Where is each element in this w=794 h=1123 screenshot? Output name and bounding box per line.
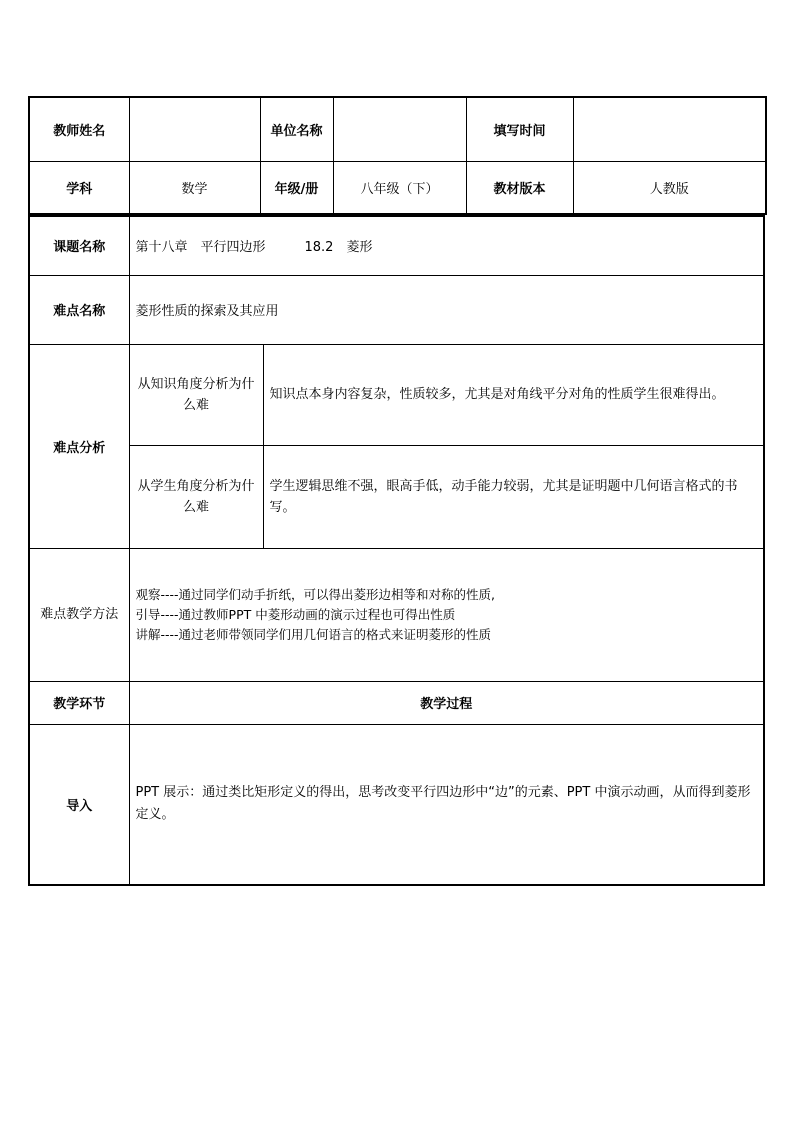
student-angle-value: 学生逻辑思维不强，眼高手低，动手能力较弱，尤其是证明题中几何语言格式的书写。 [263, 445, 764, 548]
header-table [28, 96, 767, 215]
method-content [129, 548, 764, 681]
process-header: 教学过程 [129, 681, 764, 724]
intro-label: 导入 [29, 724, 129, 885]
subject-label: 学科 [29, 161, 129, 214]
intro-content: PPT 展示：通过类比矩形定义的得出，思考改变平行四边形中“边”的元素、PPT 中演示动画，从而得到菱形定义。 [129, 724, 764, 885]
grade-value: 八年级（下） [333, 161, 466, 214]
analysis-knowledge-row [29, 344, 764, 445]
unit-name-label: 单位名称 [260, 97, 333, 161]
analysis-student-row [29, 445, 764, 548]
knowledge-angle-label: 从知识角度分析为什么难 [129, 344, 263, 445]
header-row-2 [29, 161, 766, 214]
student-angle-label: 从学生角度分析为什么难 [129, 445, 263, 548]
edition-label: 教材版本 [466, 161, 573, 214]
method-label: 难点教学方法 [29, 548, 129, 681]
method-line-observe: 观察----通过同学们动手折纸，可以得出菱形边相等和对称的性质, [135, 586, 496, 602]
grade-label: 年级/册 [260, 161, 333, 214]
difficulty-row [29, 275, 764, 344]
stage-header: 教学环节 [29, 681, 129, 724]
analysis-label: 难点分析 [29, 344, 129, 548]
difficulty-value: 菱形性质的探索及其应用 [129, 275, 764, 344]
topic-label: 课题名称 [29, 216, 129, 275]
lesson-plan-form [28, 96, 765, 886]
method-line-guide: 引导----通过教师PPT 中菱形动画的演示过程也可得出性质 [135, 606, 456, 622]
teacher-name-label: 教师姓名 [29, 97, 129, 161]
fill-date-label: 填写时间 [466, 97, 573, 161]
header-row-1 [29, 97, 766, 161]
process-header-row [29, 681, 764, 724]
method-row [29, 548, 764, 681]
method-line-explain: 讲解----通过老师带领同学们用几何语言的格式来证明菱形的性质 [135, 626, 492, 642]
intro-row [29, 724, 764, 885]
knowledge-angle-value: 知识点本身内容复杂，性质较多，尤其是对角线平分对角的性质学生很难得出。 [263, 344, 764, 445]
fill-date-field[interactable] [573, 97, 766, 161]
topic-value: 第十八章 平行四边形 18.2 菱形 [129, 216, 764, 275]
topic-row [29, 216, 764, 275]
content-table [28, 215, 765, 886]
difficulty-label: 难点名称 [29, 275, 129, 344]
subject-value: 数学 [129, 161, 260, 214]
unit-name-field[interactable] [333, 97, 466, 161]
teacher-name-field[interactable] [129, 97, 260, 161]
edition-value: 人教版 [573, 161, 766, 214]
